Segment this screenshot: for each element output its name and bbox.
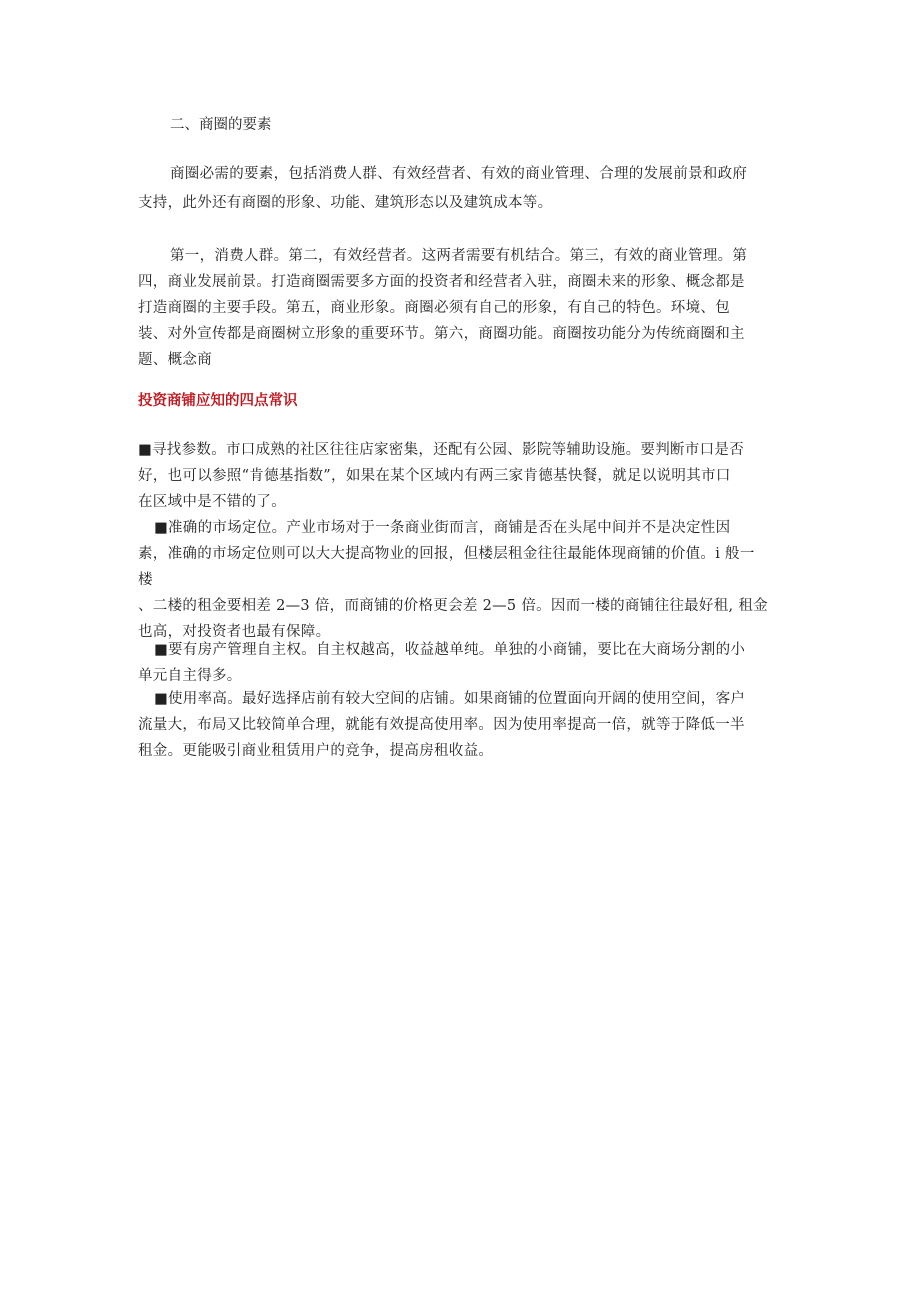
- text-line: 装、对外宣传都是商圈树立形象的重要环节。第六，商圈功能。商圈按功能分为传统商圈和主: [138, 326, 745, 342]
- tip-item-3: [138, 637, 788, 689]
- tip-item-2: [138, 515, 788, 645]
- text-line: 流量大，布局又比较简单合理，就能有效提高使用率。因为使用率提高一倍，就等于降低一半: [138, 717, 745, 733]
- text-line: 题、概念商: [138, 352, 212, 368]
- text-line: 单元自主得多。: [138, 668, 242, 684]
- text-line: 商圈必需的要素，包括消费人群、有效经营者、有效的商业管理、合理的发展前景和政府: [170, 166, 748, 182]
- text-line: ■准确的市场定位。产业市场对于一条商业街而言，商铺是否在头尾中间并不是决定性因: [154, 520, 731, 536]
- text-line: 素，准确的市场定位则可以大大提高物业的回报，但楼层租金往往最能体现商铺的价值。i 般一: [138, 546, 755, 562]
- text-line: 四，商业发展前景。打造商圈需要多方面的投资者和经营者入驻，商圈未来的形象、概念都是: [138, 274, 745, 290]
- tip-item-4: [138, 686, 788, 764]
- paragraph-elements-list: [138, 243, 788, 373]
- tips-heading: 投资商铺应知的四点常识: [138, 392, 298, 409]
- text-line: ■使用率高。最好选择店前有较大空间的店铺。如果商铺的位置面向开阔的使用空间，客户: [154, 691, 746, 707]
- text-line: 在区域中是不错的了。: [138, 494, 286, 510]
- text-line: ■要有房产管理自主权。自主权越高，收益越单纯。单独的小商铺，要比在大商场分割的小: [154, 642, 746, 658]
- text-line: 第一，消费人群。第二，有效经营者。这两者需要有机结合。第三，有效的商业管理。第: [170, 248, 748, 264]
- text-line: 支持，此外还有商圈的形象、功能、建筑形态以及建筑成本等。: [138, 195, 553, 211]
- text-line: 打造商圈的主要手段。第五，商业形象。商圈必须有自己的形象，有自己的特色。环境、包: [138, 300, 730, 316]
- text-line: 、二楼的租金要相差 2—3 倍，而商铺的价格更会差 2—5 倍。因而一楼的商铺往往最好租, 租金: [138, 598, 768, 614]
- text-line: 好，也可以参照“肯德基指数”，如果在某个区域内有两三家肯德基快餐，就足以说明其市口: [138, 468, 731, 484]
- text-line: 也高，对投资者也最有保障。: [138, 624, 331, 640]
- text-line: ■寻找参数。市口成熟的社区往往店家密集，还配有公园、影院等辅助设施。要判断市口是否: [138, 442, 744, 458]
- tip-item-1: [138, 437, 788, 515]
- text-line: 租金。更能吸引商业租赁用户的竞争，提高房租收益。: [138, 743, 494, 759]
- section-heading: 二、商圈的要素: [170, 117, 272, 133]
- text-line: 楼: [138, 572, 153, 588]
- paragraph-elements-intro: [138, 160, 788, 218]
